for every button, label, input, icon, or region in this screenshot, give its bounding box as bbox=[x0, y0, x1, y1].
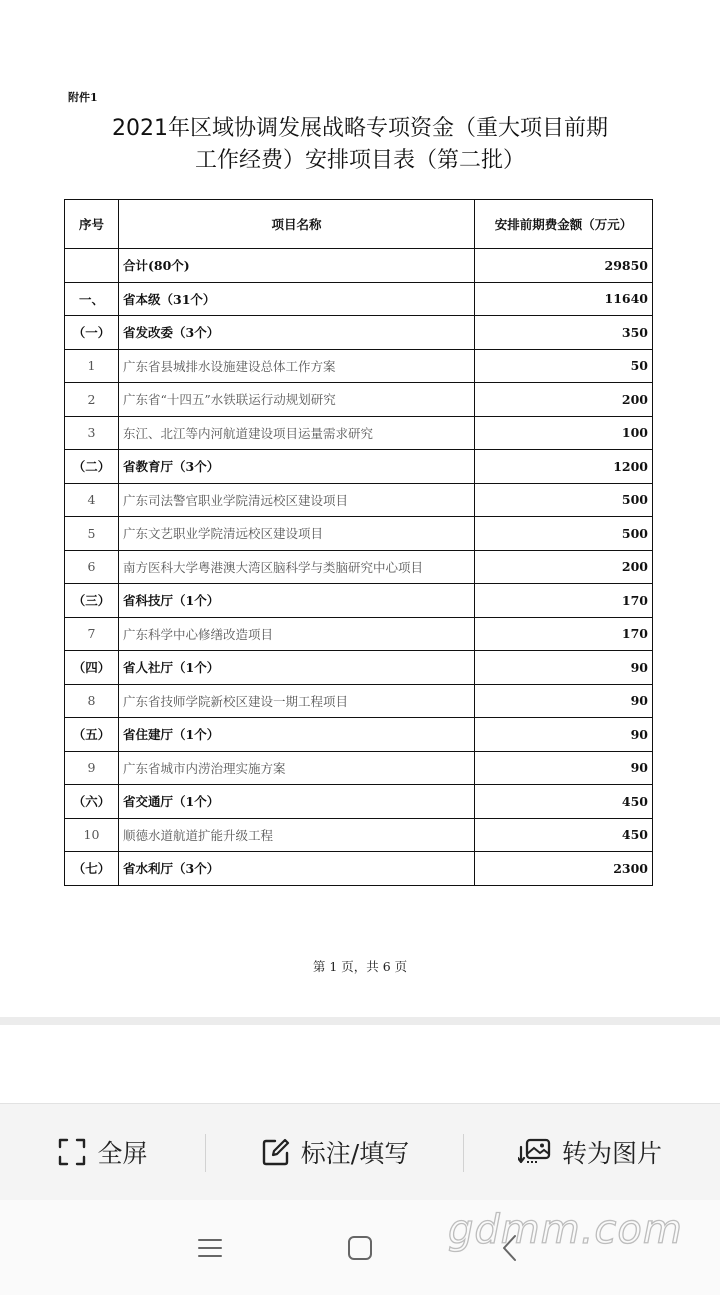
table-row bbox=[65, 852, 653, 886]
row-amount: 200 bbox=[475, 550, 653, 584]
row-project-name: 省水利厅（3个） bbox=[119, 852, 475, 886]
row-project-name: 省教育厅（3个） bbox=[119, 450, 475, 484]
menu-icon bbox=[198, 1237, 222, 1259]
annotate-fill-label: 标注/填写 bbox=[300, 1139, 410, 1168]
table-row bbox=[65, 617, 653, 651]
row-number bbox=[65, 249, 119, 283]
edit-icon bbox=[261, 1137, 291, 1167]
row-amount: 29850 bbox=[475, 249, 653, 283]
row-amount: 1200 bbox=[475, 450, 653, 484]
row-project-name: 合计(80个) bbox=[119, 249, 475, 283]
row-amount: 2300 bbox=[475, 852, 653, 886]
home-square-icon bbox=[347, 1235, 373, 1261]
table-row bbox=[65, 517, 653, 551]
row-project-name: 省本级（31个） bbox=[119, 282, 475, 316]
row-number: 4 bbox=[65, 483, 119, 517]
row-project-name: 广东省城市内涝治理实施方案 bbox=[119, 751, 475, 785]
table-header-row bbox=[65, 200, 653, 249]
row-project-name: 省人社厅（1个） bbox=[119, 651, 475, 685]
fullscreen-label: 全屏 bbox=[97, 1139, 148, 1168]
table-row bbox=[65, 818, 653, 852]
row-amount: 90 bbox=[475, 684, 653, 718]
row-amount: 90 bbox=[475, 751, 653, 785]
table-row bbox=[65, 349, 653, 383]
row-amount: 11640 bbox=[475, 282, 653, 316]
row-project-name: 广东文艺职业学院清远校区建设项目 bbox=[119, 517, 475, 551]
row-amount: 170 bbox=[475, 584, 653, 618]
row-amount: 100 bbox=[475, 416, 653, 450]
home-nav-button[interactable] bbox=[340, 1230, 380, 1266]
row-project-name: 南方医科大学粤港澳大湾区脑科学与类脑研究中心项目 bbox=[119, 550, 475, 584]
row-amount: 450 bbox=[475, 785, 653, 819]
row-number: 1 bbox=[65, 349, 119, 383]
row-project-name: 省住建厅（1个） bbox=[119, 718, 475, 752]
watermark: gdmm.com bbox=[448, 1207, 683, 1253]
row-project-name: 省科技厅（1个） bbox=[119, 584, 475, 618]
table-row bbox=[65, 651, 653, 685]
row-number: （二） bbox=[65, 450, 119, 484]
row-number: 2 bbox=[65, 383, 119, 417]
table-row bbox=[65, 684, 653, 718]
row-project-name: 广东科学中心修缮改造项目 bbox=[119, 617, 475, 651]
toolbar-divider bbox=[205, 1134, 206, 1172]
row-amount: 350 bbox=[475, 316, 653, 350]
row-number: 10 bbox=[65, 818, 119, 852]
row-amount: 170 bbox=[475, 617, 653, 651]
table-row bbox=[65, 383, 653, 417]
row-amount: 200 bbox=[475, 383, 653, 417]
row-number: 9 bbox=[65, 751, 119, 785]
page-separator bbox=[0, 1017, 720, 1025]
convert-to-image-label: 转为图片 bbox=[561, 1139, 662, 1168]
row-number: （三） bbox=[65, 584, 119, 618]
table-row bbox=[65, 550, 653, 584]
row-amount: 90 bbox=[475, 718, 653, 752]
table-row bbox=[65, 450, 653, 484]
table-row bbox=[65, 282, 653, 316]
row-number: 5 bbox=[65, 517, 119, 551]
annotate-fill-button[interactable] bbox=[245, 1104, 425, 1200]
row-number: 3 bbox=[65, 416, 119, 450]
row-amount: 50 bbox=[475, 349, 653, 383]
title-line-1: 2021年区域协调发展战略专项资金（重大项目前期 bbox=[112, 116, 608, 141]
row-number: 7 bbox=[65, 617, 119, 651]
table-row bbox=[65, 785, 653, 819]
row-amount: 90 bbox=[475, 651, 653, 685]
menu-nav-button[interactable] bbox=[190, 1230, 230, 1266]
table-row bbox=[65, 483, 653, 517]
row-number: 6 bbox=[65, 550, 119, 584]
header-number: 序号 bbox=[65, 200, 119, 249]
table-body bbox=[65, 249, 653, 886]
bottom-toolbar bbox=[0, 1103, 720, 1201]
row-project-name: 广东省技师学院新校区建设一期工程项目 bbox=[119, 684, 475, 718]
table-row bbox=[65, 751, 653, 785]
row-number: （四） bbox=[65, 651, 119, 685]
title-line-2: 工作经费）安排项目表（第二批） bbox=[194, 148, 525, 173]
row-number: （五） bbox=[65, 718, 119, 752]
table-row bbox=[65, 316, 653, 350]
document-title bbox=[40, 113, 680, 177]
row-project-name: 广东省县城排水设施建设总体工作方案 bbox=[119, 349, 475, 383]
table-row bbox=[65, 416, 653, 450]
image-convert-icon bbox=[518, 1137, 552, 1167]
row-amount: 500 bbox=[475, 483, 653, 517]
fullscreen-icon bbox=[57, 1137, 87, 1167]
table-row bbox=[65, 249, 653, 283]
row-number: （一） bbox=[65, 316, 119, 350]
row-number: 8 bbox=[65, 684, 119, 718]
header-amount: 安排前期费金额（万元） bbox=[475, 200, 653, 249]
attachment-label: 附件1 bbox=[68, 91, 98, 104]
row-amount: 450 bbox=[475, 818, 653, 852]
row-number: （七） bbox=[65, 852, 119, 886]
row-project-name: 省发改委（3个） bbox=[119, 316, 475, 350]
row-project-name: 省交通厅（1个） bbox=[119, 785, 475, 819]
row-project-name: 广东司法警官职业学院清远校区建设项目 bbox=[119, 483, 475, 517]
header-project-name: 项目名称 bbox=[119, 200, 475, 249]
toolbar-divider bbox=[463, 1134, 464, 1172]
row-project-name: 东江、北江等内河航道建设项目运量需求研究 bbox=[119, 416, 475, 450]
row-amount: 500 bbox=[475, 517, 653, 551]
row-project-name: 顺德水道航道扩能升级工程 bbox=[119, 818, 475, 852]
project-table bbox=[64, 199, 653, 886]
convert-to-image-button[interactable] bbox=[505, 1104, 675, 1200]
page-indicator: 第 1 页，共 6 页 bbox=[312, 959, 408, 974]
row-project-name: 广东省“十四五”水铁联运行动规划研究 bbox=[119, 383, 475, 417]
table-row bbox=[65, 718, 653, 752]
fullscreen-button[interactable] bbox=[40, 1104, 165, 1200]
table-row bbox=[65, 584, 653, 618]
row-number: （六） bbox=[65, 785, 119, 819]
row-number: 一、 bbox=[65, 282, 119, 316]
